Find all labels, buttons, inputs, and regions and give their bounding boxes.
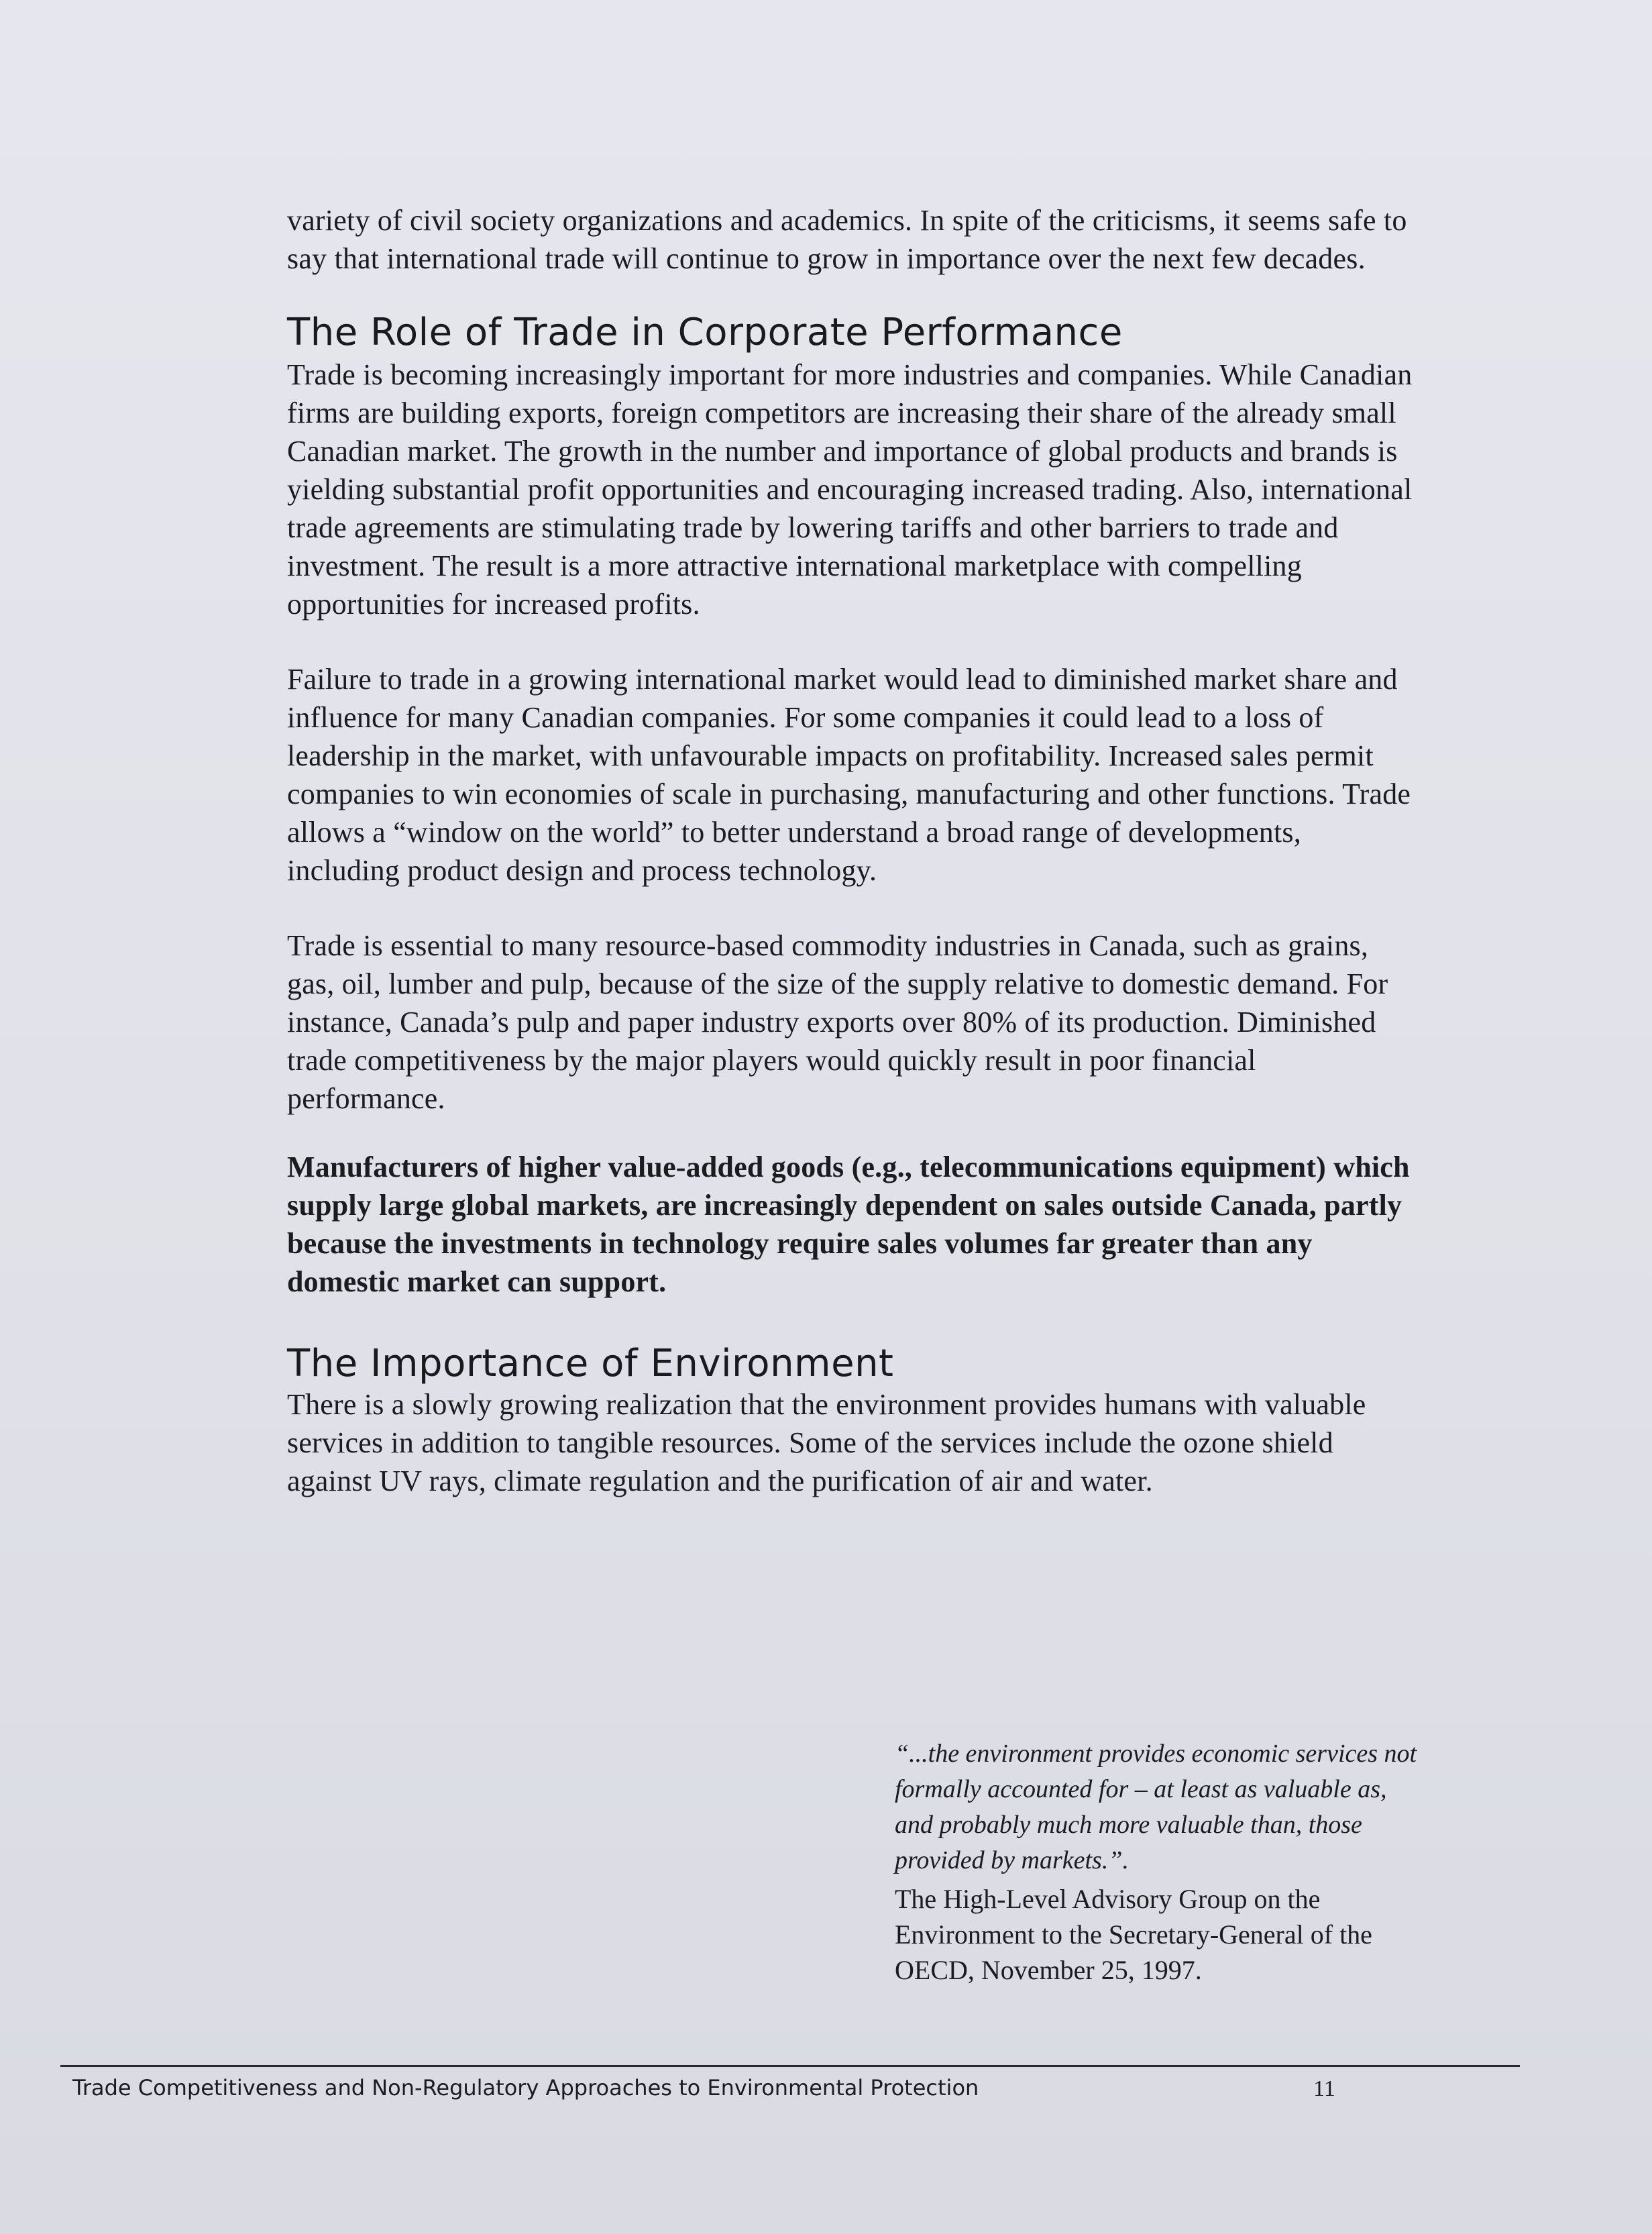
section-heading-environment: The Importance of Environment [287,1342,894,1385]
footer-running-title: Trade Competitiveness and Non-Regulatory Approaches to Environmental Protection [72,2075,979,2100]
trade-paragraph-4-bold: Manufacturers of higher value-added goods (e.g., telecommunications equipment) which supply large global markets, are increasingly dependent on sales outside Canada, partly because the investments in technology require sales volumes far greater than any domestic market can support. [287,1151,1410,1298]
quote-text: “...the environment provides economic services not formally accounted for – at least as valuable as, and probably much more valuable than, those provided by markets.”. [895,1740,1417,1874]
trade-paragraph-1: Trade is becoming increasingly important for more industries and companies. While Canadian firms are building exports, foreign competitors are increasing their share of the already small Canadian market. The growth in the number and importance of global products and brands is yielding substantial profit opportunities and encouraging increased trading. Also, international trade agreements are stimulating trade by lowering tariffs and other barriers to trade and investment. The result is a more attractive international marketplace with compelling opportunities for increased profits. [287,358,1413,621]
page-number: 11 [1313,2076,1335,2101]
quote-attribution: The High-Level Advisory Group on the Environment to the Secretary-General of the OECD, November 25, 1997. [895,1884,1372,1985]
footer-divider [60,2065,1520,2067]
environment-paragraph-1: There is a slowly growing realization that the environment provides humans with valuable services in addition to tangible resources. Some of the services include the ozone shield against UV rays, climate regulation and the purification of air and water. [287,1388,1366,1497]
section-heading-trade: The Role of Trade in Corporate Performance [287,311,1123,354]
pull-quote [895,1736,1418,1988]
trade-paragraph-3: Trade is essential to many resource-based commodity industries in Canada, such as grains, gas, oil, lumber and pulp, because of the size of the supply relative to domestic demand. For instance, Canada’s pulp and paper industry exports over 80% of its production. Diminished trade competitiveness by the major players would quickly result in poor financial performance. [287,929,1388,1115]
intro-paragraph: variety of civil society organizations and academics. In spite of the criticisms, it seems safe to say that international trade will continue to grow in importance over the next few decades. [287,204,1407,275]
main-text-column [287,201,1414,1500]
trade-paragraph-2: Failure to trade in a growing international market would lead to diminished market share and influence for many Canadian companies. For some companies it could lead to a loss of leadership in the market, with unfavourable impacts on profitability. Increased sales permit companies to win economies of scale in purchasing, manufacturing and other functions. Trade allows a “window on the world” to better understand a broad range of developments, including product design and process technology. [287,663,1411,887]
